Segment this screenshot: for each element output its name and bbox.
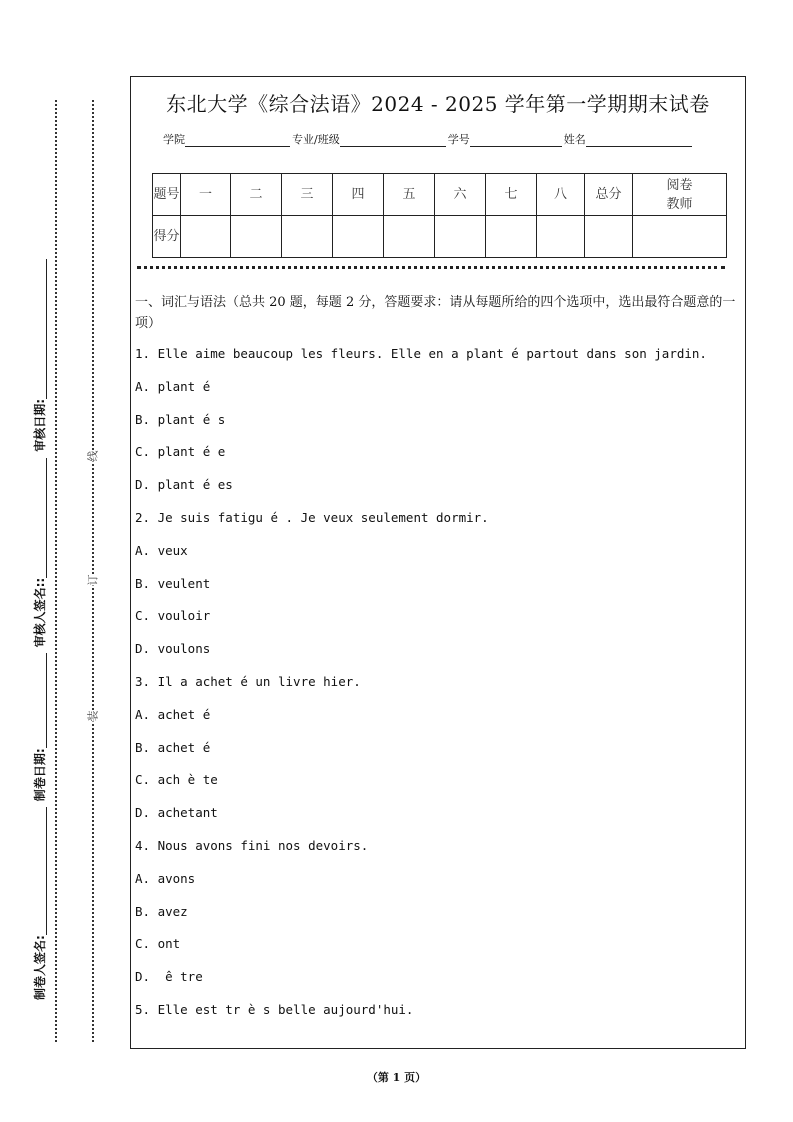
column-header: 一 [181, 174, 231, 216]
score-cell[interactable] [585, 216, 633, 258]
binding-mark-xian: 线 [86, 450, 100, 462]
score-cell[interactable] [333, 216, 384, 258]
column-header: 六 [435, 174, 486, 216]
dotted-divider [137, 266, 725, 269]
review-date-label: 审核日期: [33, 398, 47, 452]
question-stem: 5. Elle est tr è s belle aujourd'hui. [135, 1002, 414, 1017]
score-cell[interactable] [231, 216, 282, 258]
answer-option[interactable]: B. avez [135, 903, 188, 919]
review-sign-line[interactable] [45, 458, 47, 578]
review-date-line[interactable] [45, 259, 47, 399]
answer-option[interactable]: A. plant é [135, 378, 211, 394]
dotted-cut-line [55, 100, 57, 1042]
student-id-label: 学号 [447, 133, 470, 146]
answer-option[interactable]: C. ach è te [135, 772, 218, 788]
score-cell[interactable] [633, 216, 727, 258]
sidebar-signatures [32, 100, 48, 1040]
question-stem: 2. Je suis fatigu é . Je veux seulement dormir. [135, 510, 489, 525]
name-label: 姓名 [563, 133, 586, 146]
score-cell[interactable] [181, 216, 231, 258]
answer-option[interactable]: A. avons [135, 870, 196, 886]
score-cell[interactable] [435, 216, 486, 258]
make-date-line[interactable] [45, 653, 47, 748]
column-header: 阅卷教师 [633, 174, 727, 216]
answer-option[interactable]: A. achet é [135, 706, 211, 722]
question-stem: 3. Il a achet é un livre hier. [135, 674, 361, 689]
exam-title: 东北大学《综合法语》2024 - 2025 学年第一学期期末试卷 [166, 92, 710, 116]
student-info-row [163, 131, 694, 147]
review-sign-label: 审核人签名:: [33, 577, 47, 648]
score-cell[interactable] [537, 216, 585, 258]
binding-mark-ding: 订 [86, 574, 100, 586]
score-table [152, 173, 727, 258]
column-header: 五 [384, 174, 435, 216]
answer-option[interactable]: C. plant é e [135, 444, 226, 460]
answer-option[interactable]: D. voulons [135, 641, 211, 657]
answer-option[interactable]: A. veux [135, 542, 188, 558]
column-header: 八 [537, 174, 585, 216]
maker-sign-label: 制卷人签名: [33, 935, 47, 1000]
answer-option[interactable]: B. achet é [135, 739, 211, 755]
answer-option[interactable]: C. ont [135, 936, 181, 952]
college-label: 学院 [163, 133, 185, 146]
score-cell[interactable] [486, 216, 537, 258]
answer-option[interactable]: B. plant é s [135, 411, 226, 427]
student-id-field[interactable] [470, 133, 562, 147]
dotted-binding-line [92, 100, 94, 1042]
question-stem: 4. Nous avons fini nos devoirs. [135, 838, 369, 853]
binding-mark-zhuang: 装 [86, 710, 100, 722]
maker-sign-line[interactable] [45, 807, 47, 935]
major-field[interactable] [340, 133, 446, 147]
name-field[interactable] [586, 133, 692, 147]
score-cell[interactable] [282, 216, 333, 258]
make-date-label: 制卷日期: [33, 748, 47, 802]
major-label: 专业/班级 [292, 133, 340, 146]
question-stem: 1. Elle aime beaucoup les fleurs. Elle en a plant é partout dans son jardin. [135, 346, 707, 361]
answer-option[interactable]: D. achetant [135, 805, 218, 821]
header-cell: 得分 [153, 216, 181, 258]
column-header: 二 [231, 174, 282, 216]
column-header: 总分 [585, 174, 633, 216]
score-cell[interactable] [384, 216, 435, 258]
college-field[interactable] [185, 133, 290, 147]
page-number: （第 1 页） [366, 1071, 427, 1084]
header-cell: 题号 [153, 174, 181, 216]
answer-option[interactable]: D. plant é es [135, 477, 233, 493]
column-header: 七 [486, 174, 537, 216]
answer-option[interactable]: B. veulent [135, 575, 211, 591]
section-heading: 一、词汇与语法（总共 20 题，每题 2 分，答题要求：请从每题所给的四个选项中，选出最符合题意的一项） [135, 295, 736, 331]
column-header: 三 [282, 174, 333, 216]
answer-option[interactable]: C. vouloir [135, 608, 211, 624]
column-header: 四 [333, 174, 384, 216]
answer-option[interactable]: D. ê tre [135, 969, 203, 985]
